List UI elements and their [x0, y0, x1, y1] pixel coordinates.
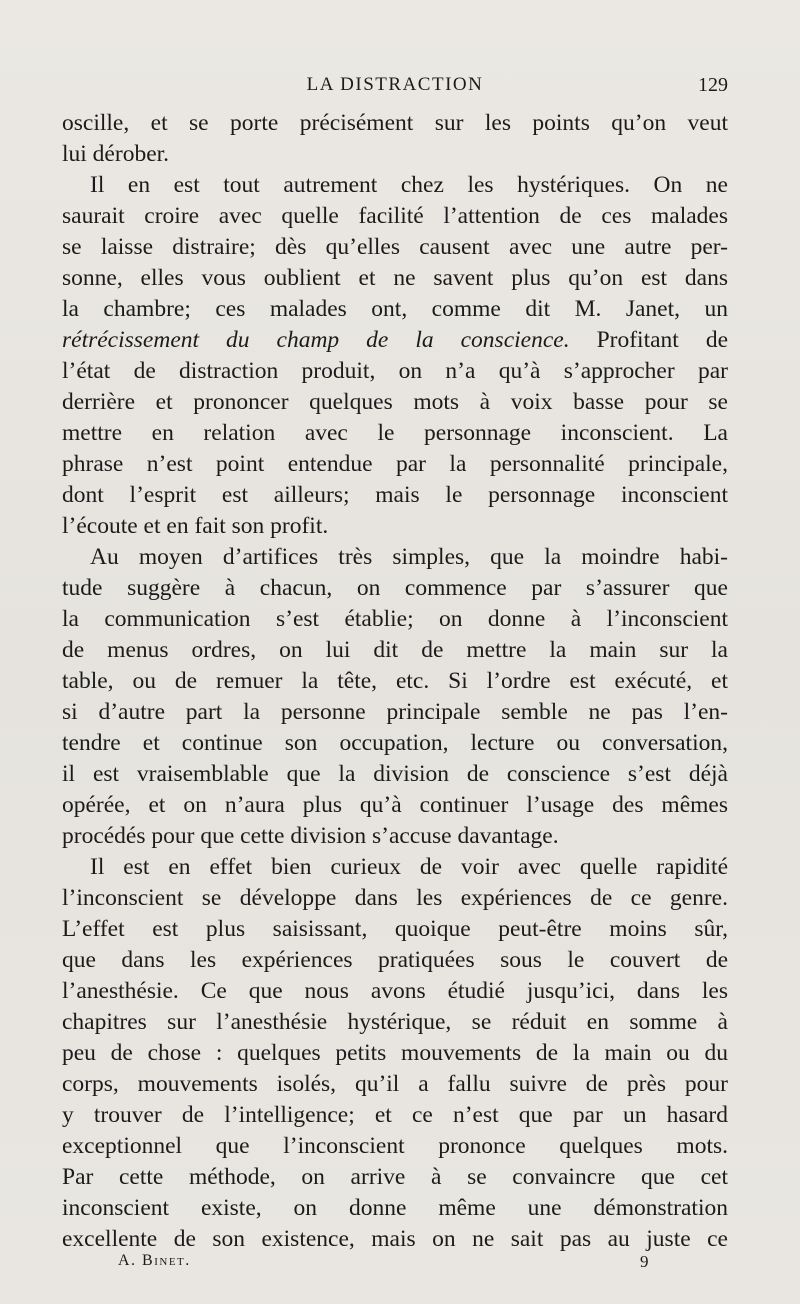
body-text — [62, 108, 728, 1255]
text-line: inconscient existe, on donne même une démonstration — [62, 1195, 728, 1221]
text-line: la communication s’est établie; on donne à l’inconscient — [62, 606, 728, 632]
text-line: opérée, et on n’aura plus qu’à continuer l’usage des mêmes — [62, 792, 728, 818]
text-line: l’inconscient se développe dans les expériences de ce genre. — [62, 885, 728, 911]
text-line: peu de chose : quelques petits mouvements de la main ou du — [62, 1040, 728, 1066]
text-line: l’anesthésie. Ce que nous avons étudié jusqu’ici, dans les — [62, 978, 728, 1004]
text-line: tude suggère à chacun, on commence par s’assurer que — [62, 575, 728, 601]
text-line: oscille, et se porte précisément sur les points qu’on veut — [62, 110, 728, 136]
text-line: excellente de son existence, mais on ne sait pas au juste ce — [62, 1226, 728, 1252]
signature-mark: A. Binet. — [118, 1252, 191, 1269]
text-line: procédés pour que cette division s’accuse davantage. — [62, 823, 559, 849]
text-line: dont l’esprit est ailleurs; mais le personnage inconscient — [62, 482, 728, 508]
text-line: de menus ordres, on lui dit de mettre la main sur la — [62, 637, 728, 663]
text-line: il est vraisemblable que la division de conscience s’est déjà — [62, 761, 728, 787]
text-line: se laisse distraire; dès qu’elles causent avec une autre per- — [62, 234, 728, 260]
text-line: si d’autre part la personne principale semble ne pas l’en- — [62, 699, 728, 725]
text-fragment: Profitant de — [569, 327, 729, 353]
running-title: LA DISTRACTION — [306, 74, 484, 95]
text-line: tendre et continue son occupation, lecture ou conversation, — [62, 730, 728, 756]
text-line: Il est en effet bien curieux de voir avec quelle rapidité — [90, 854, 728, 880]
text-line: l’état de distraction produit, on n’a qu’à s’approcher par — [62, 358, 728, 384]
text-line: chapitres sur l’anesthésie hystérique, se réduit en somme à — [62, 1009, 728, 1035]
text-line: Il en est tout autrement chez les hystériques. On ne — [90, 172, 728, 198]
text-line: mettre en relation avec le personnage inconscient. La — [62, 420, 728, 446]
italic-phrase: rétrécissement du champ de la conscience. — [62, 327, 570, 353]
text-line: corps, mouvements isolés, qu’il a fallu suivre de près pour — [62, 1071, 728, 1097]
text-line: Par cette méthode, on arrive à se convaincre que cet — [62, 1164, 728, 1190]
text-line: que dans les expériences pratiquées sous le couvert de — [62, 947, 728, 973]
text-line: sonne, elles vous oublient et ne savent plus qu’on est dans — [62, 265, 728, 291]
running-head — [62, 74, 728, 102]
page-footer — [62, 1252, 728, 1278]
text-line — [62, 325, 728, 356]
sheet-number: 9 — [640, 1252, 649, 1271]
text-line: exceptionnel que l’inconscient prononce quelques mots. — [62, 1133, 728, 1159]
text-line: y trouver de l’intelligence; et ce n’est que par un hasard — [62, 1102, 728, 1128]
text-line: L’effet est plus saisissant, quoique peut-être moins sûr, — [62, 916, 728, 942]
text-line: phrase n’est point entendue par la personnalité principale, — [62, 451, 728, 477]
text-line: table, ou de remuer la tête, etc. Si l’ordre est exécuté, et — [62, 668, 728, 694]
text-line: l’écoute et en fait son profit. — [62, 513, 329, 539]
page-number: 129 — [698, 74, 728, 96]
text-line: derrière et prononcer quelques mots à voix basse pour se — [62, 389, 728, 415]
text-line: lui dérober. — [62, 141, 170, 167]
text-line: saurait croire avec quelle facilité l’attention de ces malades — [62, 203, 728, 229]
text-line: Au moyen d’artifices très simples, que la moindre habi- — [90, 544, 728, 570]
text-line: la chambre; ces malades ont, comme dit M. Janet, un — [62, 296, 728, 322]
